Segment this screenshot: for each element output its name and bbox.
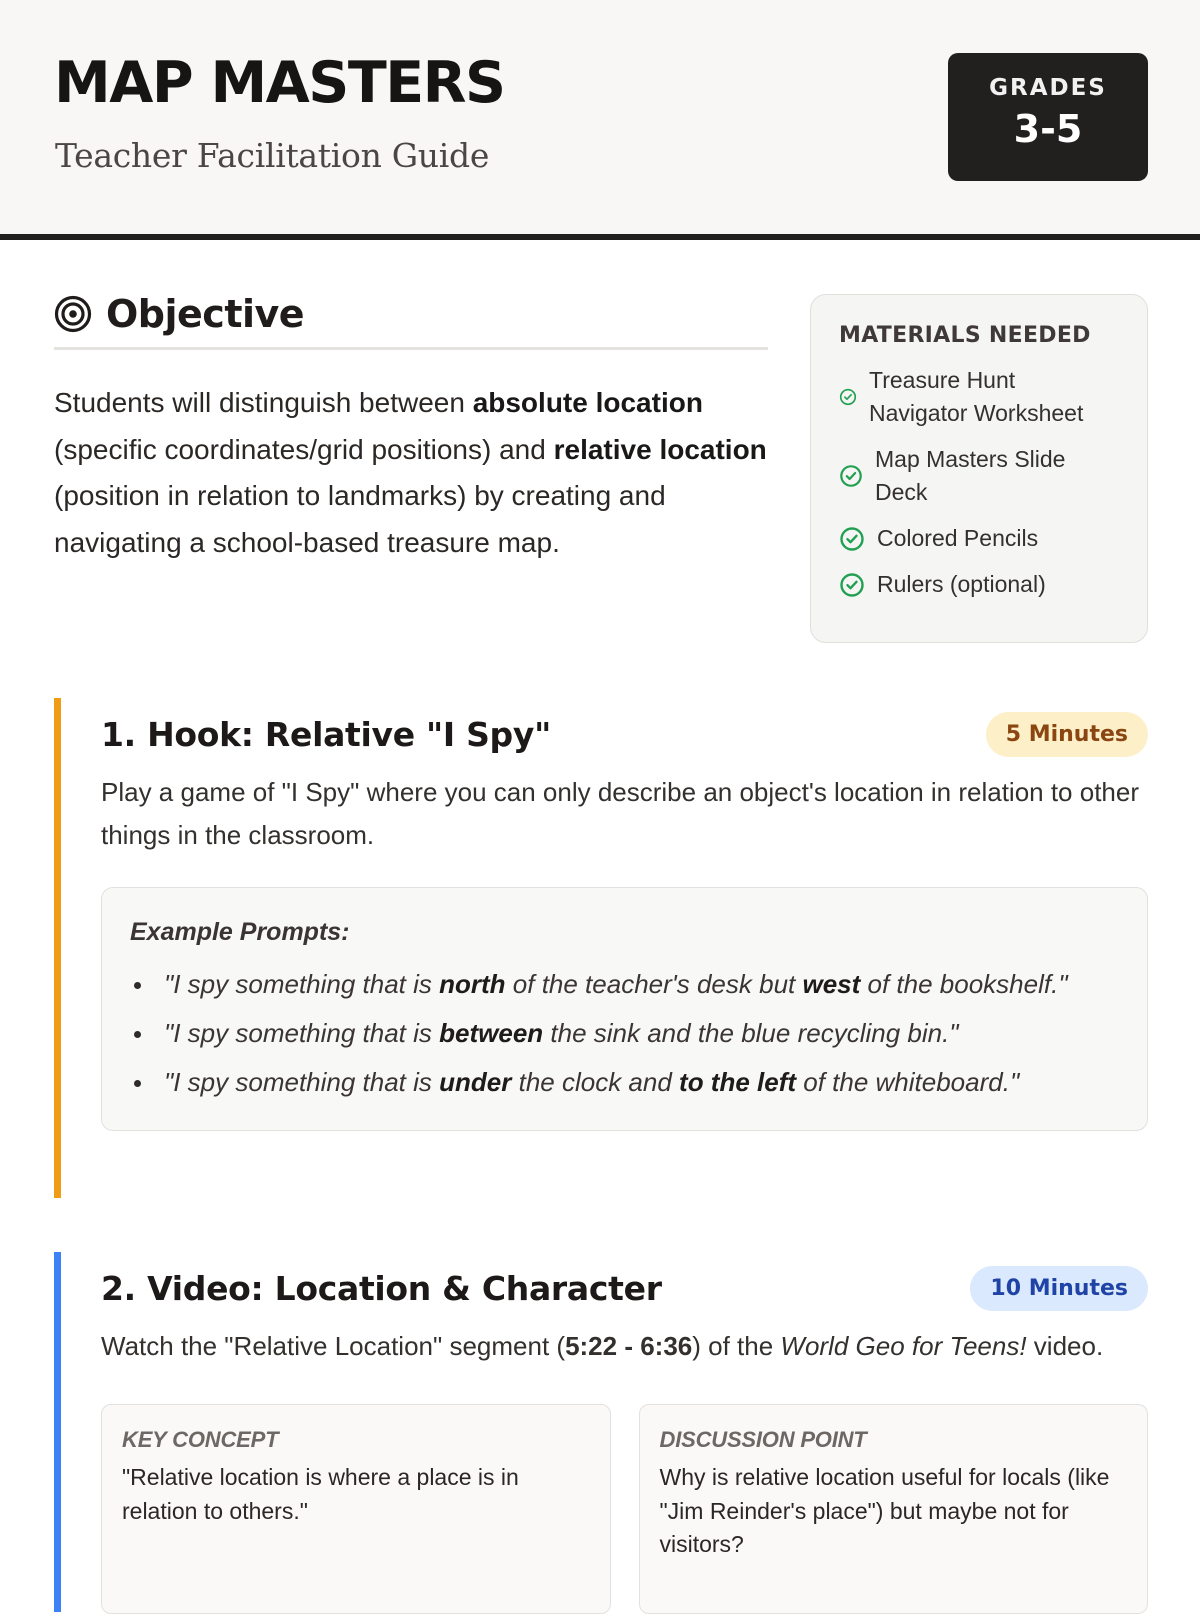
- discussion-point-label: DISCUSSION POINT: [659, 1427, 867, 1452]
- material-label: Rulers (optional): [877, 571, 1046, 597]
- materials-card: [810, 294, 1148, 643]
- discussion-point-card: [639, 1404, 1149, 1614]
- material-label: Map Masters Slide Deck: [875, 446, 1066, 505]
- example-prompts-title: Example Prompts:: [130, 918, 350, 946]
- grade-badge: [948, 53, 1148, 181]
- section-title: 2. Video: Location & Character: [101, 1269, 662, 1308]
- discussion-point-text: Why is relative location useful for locals (like "Jim Reinder's place") but maybe not for visitors?: [659, 1464, 1110, 1557]
- objective-heading-row: [54, 290, 768, 350]
- check-circle-icon: [839, 572, 865, 598]
- example-prompts-box: [101, 887, 1148, 1131]
- key-concept-card: [101, 1404, 611, 1614]
- prompt-item: "I spy something that is between the sink and the blue recycling bin.": [130, 1012, 1119, 1055]
- video-section: [54, 1252, 1148, 1612]
- duration-badge: 5 Minutes: [986, 712, 1148, 757]
- section-header: [101, 1266, 1148, 1311]
- objective-title: Objective: [106, 291, 305, 336]
- page-subtitle: Teacher Facilitation Guide: [55, 136, 490, 175]
- page-title: MAP MASTERS: [54, 50, 505, 116]
- prompt-item: "I spy something that is north of the teacher's desk but west of the bookshelf.": [130, 963, 1119, 1006]
- duration-badge: 10 Minutes: [970, 1266, 1148, 1311]
- check-circle-icon: [839, 526, 865, 552]
- section-description: Watch the "Relative Location" segment (5:22 - 6:36) of the World Geo for Teens! video.: [101, 1331, 1104, 1361]
- guide-header: [0, 0, 1200, 240]
- section-header: [101, 712, 1148, 757]
- key-concept-text: "Relative location is where a place is in relation to others.": [122, 1464, 519, 1524]
- material-label: Treasure Hunt Navigator Worksheet: [869, 367, 1084, 426]
- grade-value: 3-5: [1013, 107, 1083, 151]
- check-circle-icon: [839, 464, 863, 488]
- hook-section: [54, 698, 1148, 1198]
- concept-cards: [101, 1404, 1148, 1614]
- objective-text: Students will distinguish between absolute location (specific coordinates/grid positions) and relative location (position in relation to landmarks) by creating and navigating a school-based treasure map.: [54, 387, 767, 558]
- prompt-item: "I spy something that is under the clock and to the left of the whiteboard.": [130, 1061, 1119, 1104]
- materials-title: MATERIALS NEEDED: [839, 323, 1091, 348]
- material-label: Colored Pencils: [877, 525, 1039, 551]
- section-description: Play a game of "I Spy" where you can only describe an object's location in relation to other things in the classroom.: [101, 777, 1140, 850]
- target-icon: [54, 295, 92, 333]
- section-title: 1. Hook: Relative "I Spy": [101, 715, 551, 754]
- prompt-list: [130, 963, 1119, 1104]
- grade-label: GRADES: [989, 75, 1107, 101]
- material-item: [839, 568, 1119, 601]
- objective-section: [54, 290, 768, 566]
- key-concept-label: KEY CONCEPT: [122, 1427, 279, 1452]
- check-circle-icon: [839, 388, 857, 406]
- material-item: [839, 364, 1119, 430]
- material-item: [839, 522, 1119, 555]
- material-item: [839, 443, 1119, 509]
